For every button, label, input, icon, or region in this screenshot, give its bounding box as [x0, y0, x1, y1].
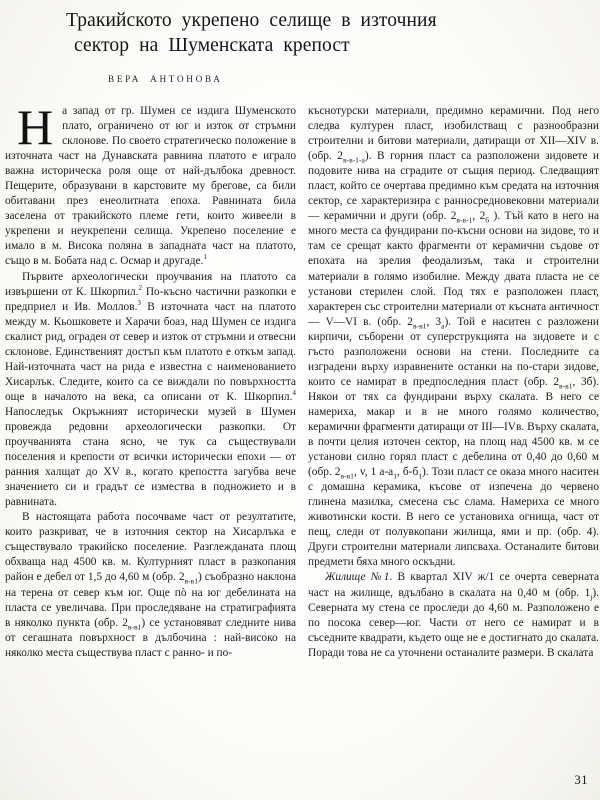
text-columns — [5, 99, 600, 762]
rpara1-seg-f: ). Той е наситен с разложени кирпичи, съборени от суперструкцията на зидовете и с гъсто разположени основи на стени. Последните са изградени върху изравнените останки на по-стари зидове, които се намират в предпоследния пласт (обр. 2 — [308, 315, 600, 388]
rpara2-seg-b: ). Северната му стена се проследи до 4,60 м. Разположено е по посока север—юг. Части от него се намират и в съседните квадрати, където още не е достигнато до скалата. Поради това не са уточнени останалите размери. В скалата — [308, 586, 599, 659]
title-line-1: Тракийското укрепено селище в източния — [66, 10, 437, 31]
footnote-ref-4: 4 — [292, 389, 296, 398]
title-line-2: сектор на Шуменската крепост — [74, 35, 350, 56]
paragraph-dwelling-one — [308, 570, 599, 660]
left-column — [5, 99, 296, 762]
figure-ref-sub-10: 1 — [393, 471, 398, 481]
page-title — [0, 0, 600, 58]
footnote-ref-2: 2 — [138, 283, 143, 292]
figure-ref-sub-4: в-в-1 — [456, 215, 473, 225]
rpara1-seg-i: , б-б — [397, 466, 419, 479]
author-byline: ВЕРА АНТОНОВА — [108, 74, 223, 84]
figure-ref-sub-12: ј — [590, 591, 593, 601]
paragraph-stratigraphy — [308, 104, 599, 570]
paragraph-intro — [5, 99, 296, 270]
para2-seg-c: В източната част на платото между м. Кьошковете и Харачи боаз, над Шумен се издига скалист рид, ограден от север и изток от стръмни и отвесни склонове. Единственият достъп към платото е откъм запад. Най-източната част на рида е известна с наименованието Хисарлък. Следите, които са се виждали по повърхността още в началото на века, са описани от К. Шкорпил. — [5, 300, 296, 403]
para3-seg-c: ) се установяват следните нива от сегашната повърхност в дълбочина : най-високо на няколко места съществува пласт с ранно- и по- — [5, 616, 296, 659]
figure-ref-sub-9: в-в1 — [340, 471, 354, 481]
footnote-ref-3: 3 — [137, 298, 142, 307]
rpara1-seg-c: , 2 — [472, 210, 486, 223]
figure-ref-sub-8: в-в1 — [559, 381, 573, 391]
rpara1-seg-h: , v, 1 а-а — [353, 466, 394, 479]
rpara1-seg-a: къснотурски материали, предимно керамични. Под него следва културен пласт, изобилстващ с разнообразни строителни и битови материали, датиращи от XII—XIV в. (обр. 2 — [308, 105, 599, 163]
para2-seg-a: Първите археологически проучвания на платото са извършени от К. Шкорпил. — [5, 270, 296, 298]
rpara1-seg-g: , 3б). Някои от тях са фундирани върху скалата. В него се намериха, макар и в не много голямо количество, керамични фрагменти датиращи от III—IVв. Върху скалата, в почти целия източен сектор, на площ над 4500 кв. м се установи силно горял пласт с дебелина от 0,40 до 0,60 м (обр. 2 — [308, 375, 600, 479]
figure-ref-sub-1: в-в1 — [184, 576, 199, 586]
figure-ref-sub-7: а — [441, 320, 445, 330]
rpara1-seg-d: ). Тъй като в него на много места са фундирани по-късни основи на зидове, то и там се срещат както фрагменти от керамични съдове от епохата на зрелия феодализъм, така и строителни материали в голямо изобилие. Между двата пласта не се установи стерилен слой. Под тях е разположен пласт, характерен със строителни материали от късната античност — V—VI в. (обр. 2 — [308, 210, 600, 328]
rpara2-seg-a: . В квартал XIV ж/1 се очерта северната част на жилище, вдълбано в скалата на 0,40 м (обр. 1 — [308, 571, 599, 599]
figure-ref-sub-11: 1 — [418, 471, 423, 481]
dwelling-heading: Жилище №1 — [325, 571, 390, 584]
paragraph-present-work — [5, 510, 296, 660]
figure-ref-sub-2: в-в1 — [127, 621, 142, 631]
para2-seg-b: По-късно частични разкопки е предприел и Ив. Моллов. — [5, 285, 296, 313]
right-column — [308, 104, 599, 762]
rpara1-seg-j: ). Този пласт се оказа много наситен с домашна керамика, късове от изпечена до червено глинена мазилка, смесена със слама. Намериха се много животински кости. В него се установиха огнища, част от пещ, следи от полувкопани жилища, ями и пр. (обр. 4). Други строителни материали липсваха. Останалите битови предмети бяха много оскъдни. — [308, 466, 599, 569]
para3-seg-b: ) съобразно наклона на терена от север към юг. Още пò на юг дебелината на пласта се увеличава. При проследяване на стратиграфията в няколко пункта (обр. 2 — [5, 571, 296, 629]
figure-ref-sub-5: б — [485, 215, 490, 225]
rpara1-seg-b: ). В горния пласт са разположени зидовете и подовите нива на сградите от същия период. Следващият пласт, който се очертава предимно към средата на източния сектор, се характеризира с ранносредновековни материали — керамични и други (обр. 2 — [308, 150, 599, 223]
para2-seg-d: Напоследък Окръжният исторически музей в Шумен провежда редовни археологически разкопки. От проучванията стана ясно, че тук са съществували поселения и крепости от всички исторически епохи — от ранния халщат до XV в., когато крепостта загубва вече значението си и градът се измества в подножието и в равнината. — [5, 405, 296, 509]
figure-ref-sub-3: в-в-1-а — [342, 155, 365, 165]
rpara1-seg-e: , 3 — [426, 315, 442, 328]
para3-seg-a: В настоящата работа посочваме част от резултатите, които разкриват, че в източния сектор на Хисарлъка е съществувало тракийско поселение. Разглежданата площ обхваща над 4500 кв. м. Културният пласт в разкопания район е дебел от 1,5 до 4,60 м (обр. 2 — [5, 511, 296, 584]
footnote-ref-1: 1 — [203, 253, 207, 262]
paragraph-intro-text: а запад от гр. Шумен се издига Шуменското плато, ограничено от юг и изток от стръмни склонове. По своето стратегическо положение в източната част на Дунавската равнина платото е играло важна историческа роля още от най-дълбока древност. Пещерите, образувани в карстовите му брегове, са били обитавани през енеолитната епоха. Равнината била заселена от тракийското племе гети, които живеели в укрепени и неукрепени селища. Укрепено поселение е имало в м. Висока поляна в западната част на платото, също в м. Бобата над с. Осмар и другаде. — [5, 105, 296, 268]
paragraph-excavations — [5, 270, 296, 511]
page-number: 31 — [574, 773, 588, 787]
figure-ref-sub-6: в-в1 — [412, 320, 427, 330]
drop-cap: Н — [17, 99, 54, 155]
